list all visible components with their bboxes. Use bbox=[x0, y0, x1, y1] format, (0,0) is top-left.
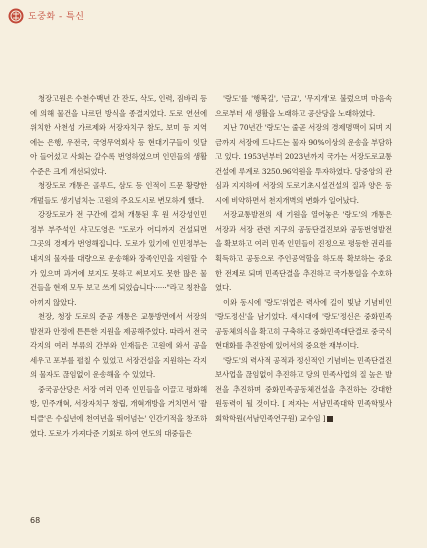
right-column bbox=[215, 92, 392, 427]
page-number: 68 bbox=[30, 516, 41, 525]
paragraph-last bbox=[215, 354, 392, 427]
end-mark-icon bbox=[327, 416, 333, 422]
paragraph: 지난 70년간 '랑도'는 줄곧 서장의 경제명맥이 되며 지금까지 서장에 드나드는 물자 90%이상의 운송을 부담하고 있다. 1953년부터 2023년까지 국가는 서장도로교통건설에 루계로 3250.96억원을 투자하였다. 당중앙의 관심과 지지하에 서장의 도로기초시설건설의 질과 양은 동시에 비약하면서 천지개벽의 변화가 일어났다. bbox=[215, 123, 392, 205]
paragraph: 천장, 청장 도로의 준공 개통은 교통방면에서 서장의 발전과 안정에 튼튼한 지원을 제공해주었다. 따라서 전국 각지의 여러 부류의 간부와 인재들은 고원에 와서 공을 세우고 포부를 펼칠 수 있었고 서장건설을 지원하는 각지의 물자도 끊임없이 운송해올 수 있었다. bbox=[30, 312, 207, 380]
page-header bbox=[0, 0, 427, 40]
paragraph: 중국공산당은 서장 여러 민족 인민들을 이끌고 평화해방, 민주개혁, 서장자치구 창립, 개혁개방을 거치면서 '괄티클'은 수십년에 천여년을 뛰어넘는' 인간기적을 창조하였다. 도로가 가져다준 기회로 하여 연도의 대중들은 bbox=[30, 384, 207, 438]
paragraph: 청장고원은 수천수백년 간 잔도, 삭도, 인력, 짐바리 등에 의해 물건을 나르던 방식을 종결지었다. 도로 연선에 위치한 사천성 가르제와 서장자치구 참도, 보미 등 지역에는 은행, 우전국, 국영무역회사 등 현대기구들이 잇달아 들어섰고 사회는 갈수록 번영하였으며 인민들의 생활수준은 크게 개선되었다. bbox=[30, 94, 207, 176]
paragraph: 서장교통발전의 새 기원을 열어놓은 '랑도'의 개통은 서장과 서장 관련 지구의 공동단결진보와 공동번영발전을 확보하고 여러 민족 인민들이 진정으로 평등한 권리를 획득하고 공동으로 주인공역할을 하도록 확보하는 중요한 전제로 되며 민족단결을 추진하고 국가통일을 수호하였다. bbox=[215, 210, 392, 293]
paragraph: 강장도로가 전 구간에 걸쳐 개통된 후 원 서강성인민정부 부주석인 샤고도영은 "도로가 어디까지 건설되면 그곳의 경제가 번영해집니다. 도로가 있기에 인민정부는 내지의 물자를 대량으로 운송해와 장족인민을 지원할 수가 있으며 과거에 보지도 못하고 써보지도 못한 많은 물건들을 현재 모두 보고 쓰게 되었습니다······"라고 칭찬을 아끼지 않았다. bbox=[30, 210, 207, 307]
paragraph: 이와 동시에 '랑도'위업은 력사에 길이 빛날 기념비인 '랑도정신'을 남기었다. 새시대에 '랑도'정신은 중화민족공동체의식을 확고히 구축하고 중화민족대단결로 중국식 현대화를 추진함에 있어서의 중요한 재부이다. bbox=[215, 297, 392, 351]
section-title: 도중화 - 특신 bbox=[28, 12, 85, 22]
paragraph: 청장도로 개통은 골루드, 삼도 등 인적이 드문 황량한 개펄들도 생기넘치는 고원의 주요도시로 변모하게 했다. bbox=[30, 181, 207, 205]
paragraph: '랑도'를 '행복길', '금교', '무지개'로 불렀으며 마음속으로부터 새 생활을 노래하고 공산당을 노래하였다. bbox=[215, 94, 392, 118]
seal-logo-icon bbox=[8, 8, 24, 24]
paragraph-last-text: '랑도'의 력사적 공적과 정신적인 기념비는 민족단결진보사업을 끊임없이 추진하고 당의 민족사업의 질 높은 발전을 추진하며 중화민족공동체건설을 추진하는 강대한 원동력이 될 것이다. [ 저자는 서남민족대학 민족학및사회학학원(서남민족연구원) 교수임 ] bbox=[215, 355, 392, 424]
left-column bbox=[30, 92, 207, 441]
